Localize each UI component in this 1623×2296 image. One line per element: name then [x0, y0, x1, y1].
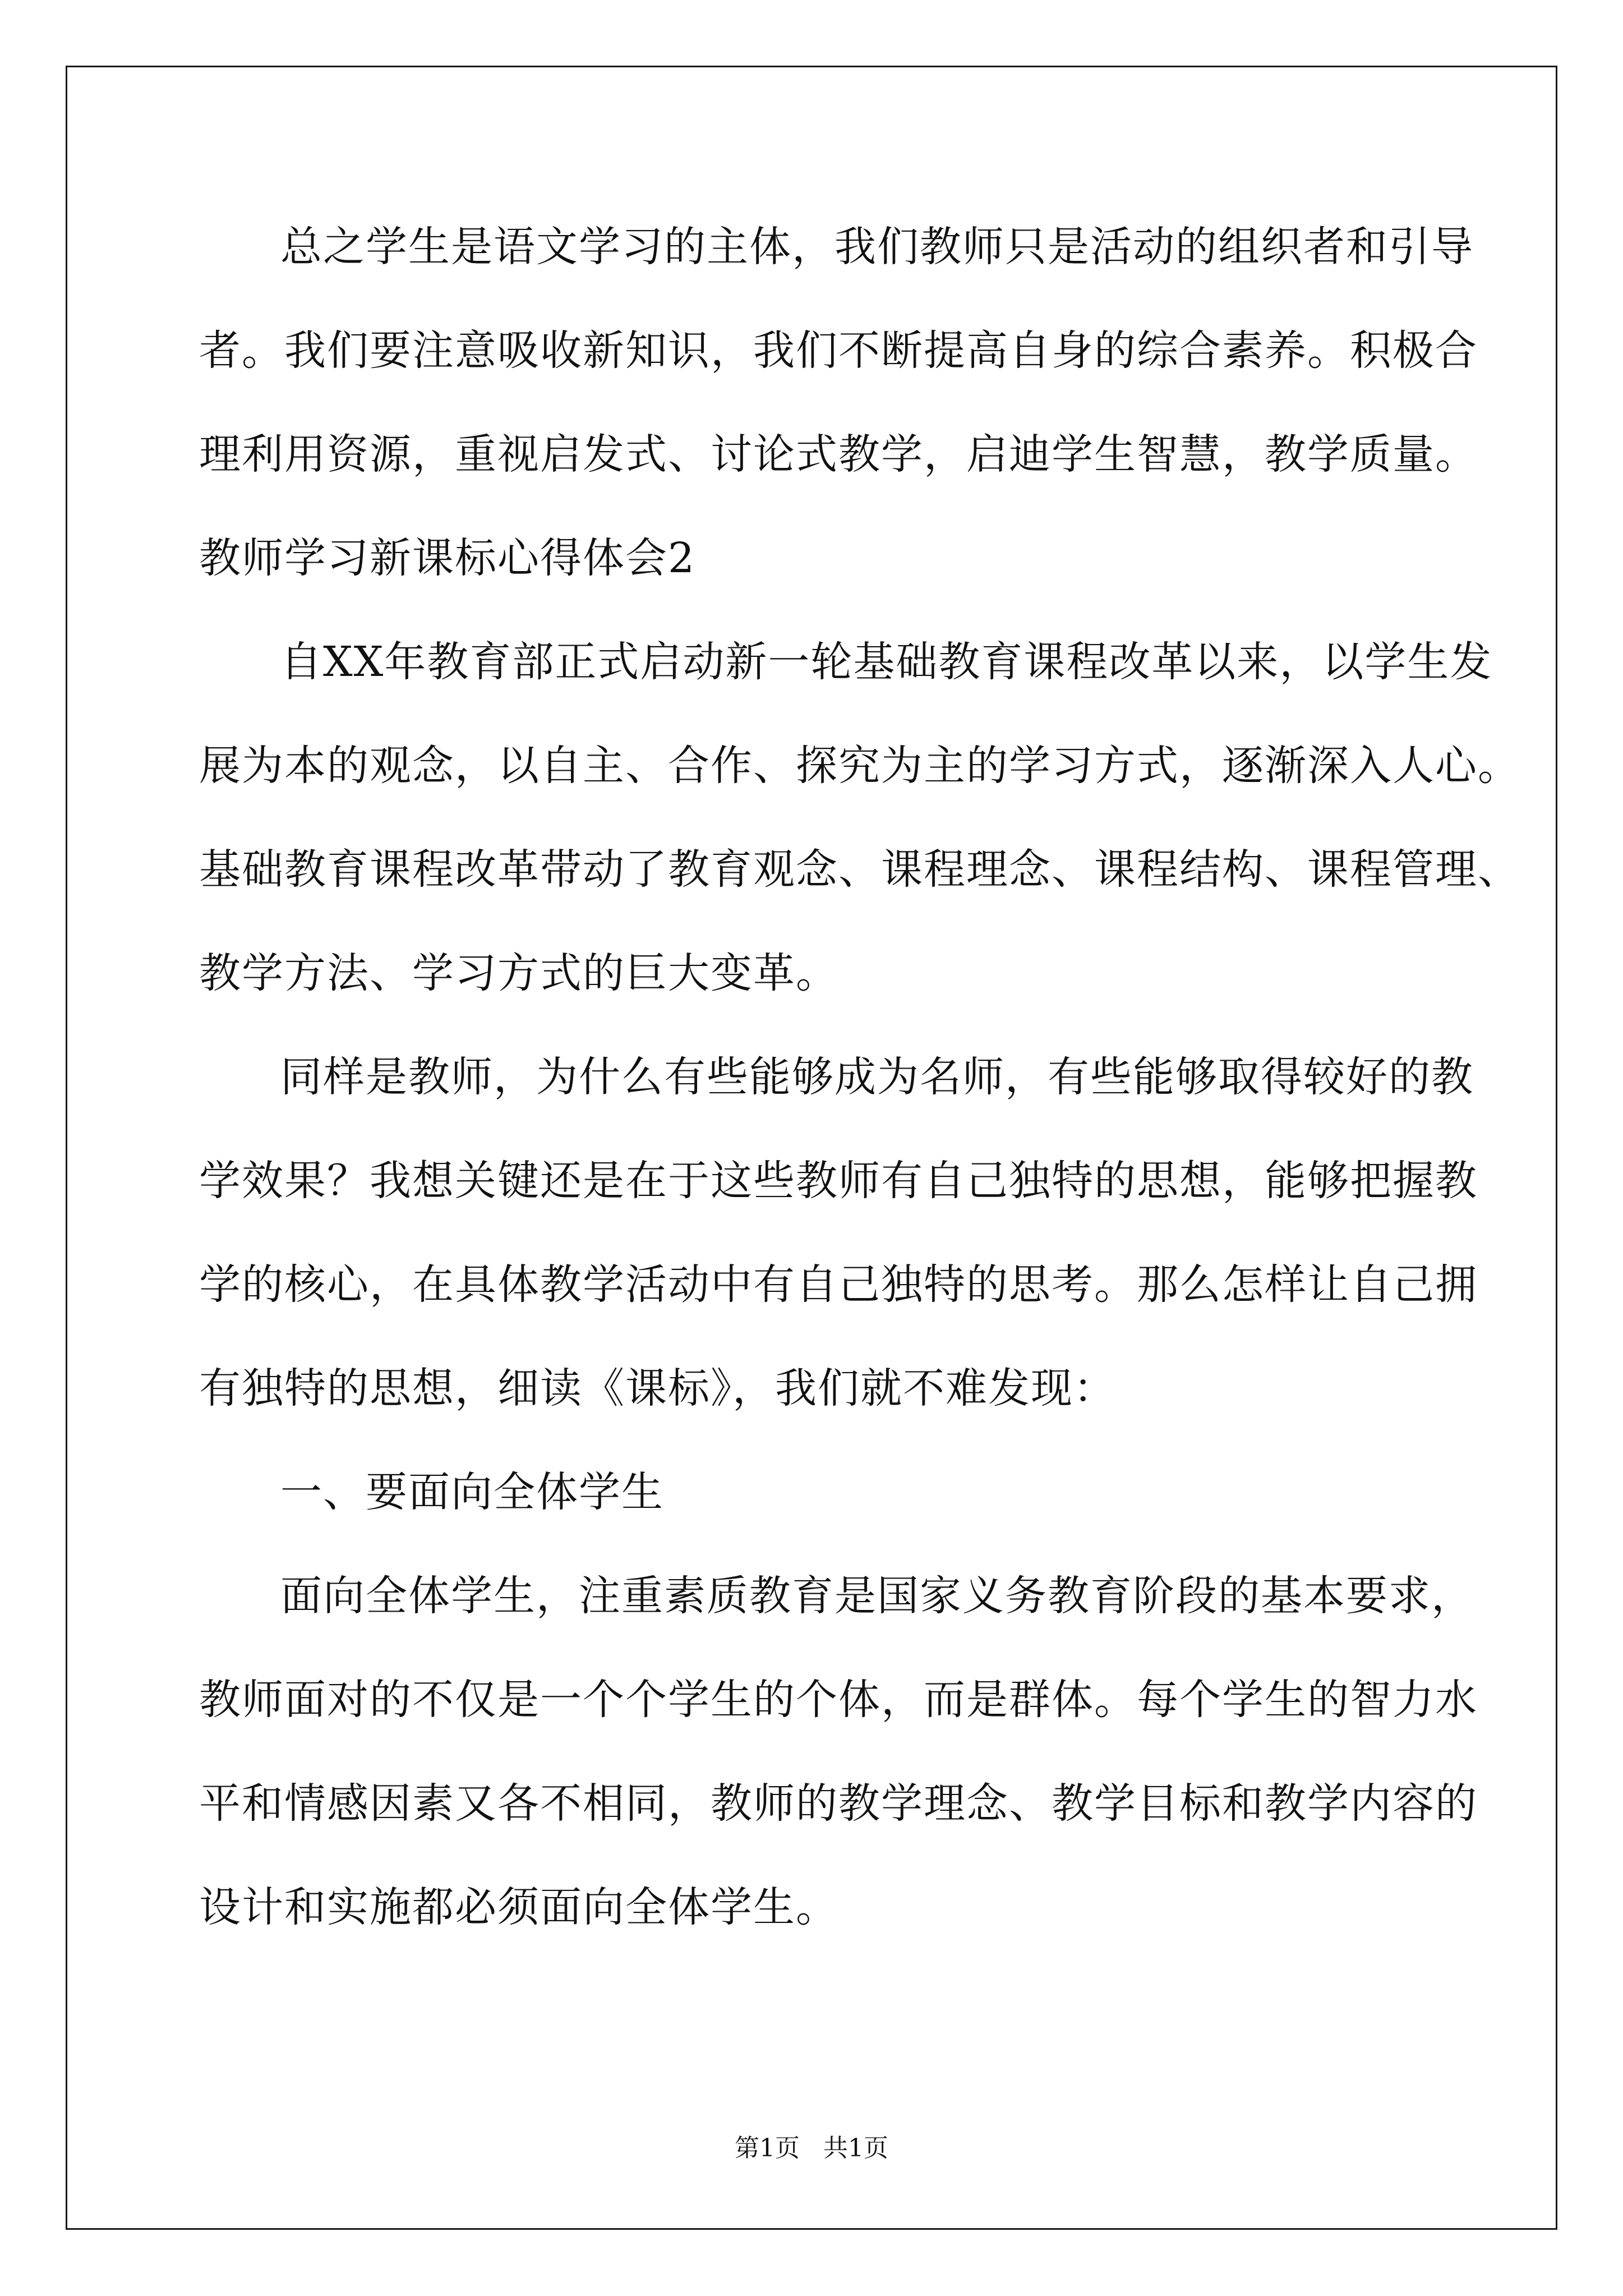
subsection-heading: 一、要面向全体学生 — [280, 1468, 664, 1516]
paragraph-line: 面向全体学生，注重素质教育是国家义务教育阶段的基本要求， — [280, 1572, 1474, 1620]
paragraph-line: 设计和实施都必须面向全体学生。 — [199, 1883, 838, 1931]
paragraph-line: 教师面对的不仅是一个个学生的个体，而是群体。每个学生的智力水 — [199, 1676, 1478, 1724]
paragraph-line: 教学方法、学习方式的巨大变革。 — [199, 949, 838, 997]
paragraph-line: 理利用资源，重视启发式、讨论式教学，启迪学生智慧，教学质量。 — [199, 430, 1478, 478]
paragraph-line: 者。我们要注意吸收新知识，我们不断提高自身的综合素养。积极合 — [199, 326, 1478, 375]
paragraph-line: 同样是教师，为什么有些能够成为名师，有些能够取得较好的教 — [280, 1053, 1474, 1101]
paragraph-line: 自XX年教育部正式启动新一轮基础教育课程改革以来，以学生发 — [280, 638, 1493, 686]
page-footer: 第1页 共1页 — [735, 2134, 888, 2162]
section-heading: 教师学习新课标心得体会2 — [199, 534, 696, 582]
paragraph-line: 有独特的思想，细读《课标》，我们就不难发现： — [199, 1364, 1116, 1412]
paragraph-line: 展为本的观念，以自主、合作、探究为主的学习方式，逐渐深入人心。 — [199, 742, 1520, 790]
paragraph-line: 学的核心，在具体教学活动中有自己独特的思考。那么怎样让自己拥 — [199, 1260, 1478, 1309]
paragraph-line: 平和情感因素又各不相同，教师的教学理念、教学目标和教学内容的 — [199, 1779, 1478, 1828]
paragraph-line: 基础教育课程改革带动了教育观念、课程理念、课程结构、课程管理、 — [199, 845, 1520, 894]
paragraph-line: 学效果？我想关键还是在于这些教师有自己独特的思想，能够把握教 — [199, 1157, 1478, 1205]
paragraph-line: 总之学生是语文学习的主体，我们教师只是活动的组织者和引导 — [280, 223, 1474, 271]
